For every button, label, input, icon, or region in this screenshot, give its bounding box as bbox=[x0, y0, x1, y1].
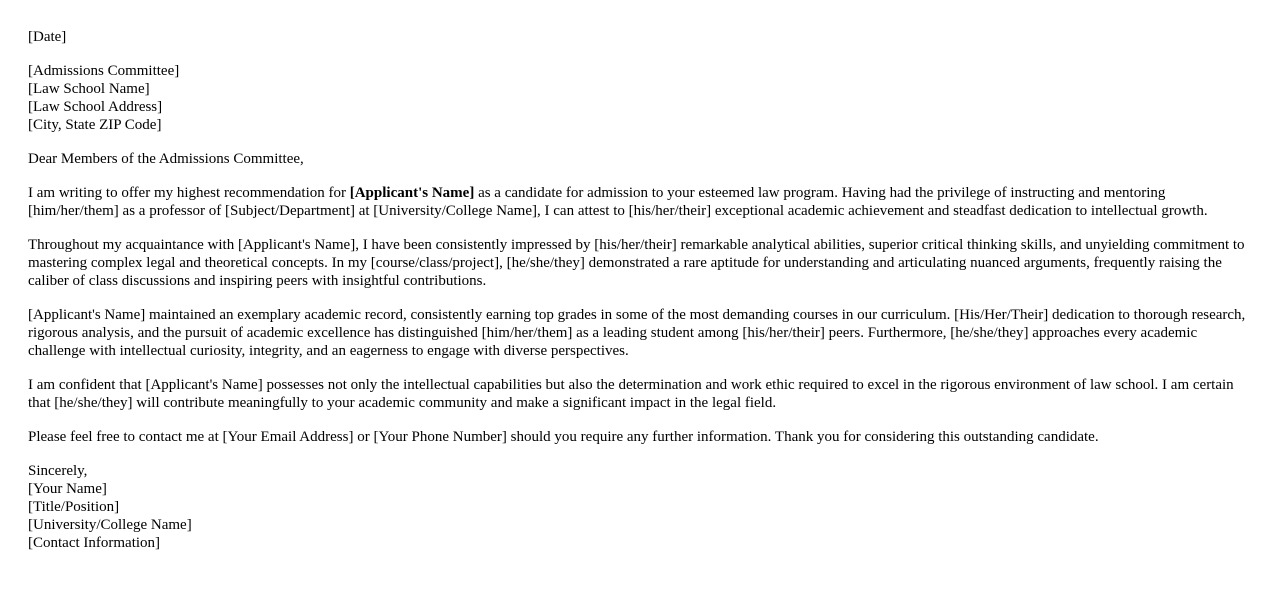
date-block bbox=[28, 28, 1250, 46]
signer-name: [Your Name] bbox=[28, 481, 107, 497]
paragraph-contact: Please feel free to contact me at [Your Email Address] or [Your Phone Number] should you require any further information. Thank you for considering this outstanding candidate. bbox=[28, 429, 1099, 445]
recipient-address bbox=[28, 62, 1250, 134]
paragraph-confidence: I am confident that [Applicant's Name] possesses not only the intellectual capabilities but also the determination and work ethic required to excel in the rigorous environment of law school. I am certain that [he/she/they] will contribute meaningfully to your academic community and make a significant impact in the legal field. bbox=[28, 377, 1234, 411]
recipient-committee: [Admissions Committee] bbox=[28, 63, 180, 79]
applicant-name-bold: [Applicant's Name] bbox=[349, 185, 475, 201]
closing: Sincerely, bbox=[28, 463, 88, 479]
paragraph-academic-record: [Applicant's Name] maintained an exemplary academic record, consistently earning top grades in some of the most demanding courses in our curriculum. [His/Her/Their] dedication to thorough research, rigorous analysis, and the pursuit of academic excellence has distinguished [him/her/them] as a leading student among [his/her/their] peers. Furthermore, [he/she/they] approaches every academic challenge with intellectual curiosity, integrity, and an eagerness to engage with diverse perspectives. bbox=[28, 307, 1246, 359]
signature-block bbox=[28, 462, 1250, 552]
letter-date: [Date] bbox=[28, 29, 67, 45]
paragraph-1-lead: I am writing to offer my highest recommendation for bbox=[28, 185, 350, 201]
salutation: Dear Members of the Admissions Committee, bbox=[28, 151, 304, 167]
paragraph-1-rest: as a candidate for admission to your esteemed law program. Having had the privilege of instructing and mentoring [him/her/them] as a professor of [Subject/Department] at [University/College Name], I can attest to [his/her/their] exceptional academic achievement and steadfast dedication to intellectual growth. bbox=[28, 185, 1208, 219]
paragraph-introduction bbox=[28, 184, 1250, 220]
signer-title: [Title/Position] bbox=[28, 499, 120, 515]
recommendation-letter bbox=[28, 28, 1250, 568]
signer-contact: [Contact Information] bbox=[28, 535, 161, 551]
salutation-block bbox=[28, 150, 1250, 168]
paragraph-analytical-abilities: Throughout my acquaintance with [Applicant's Name], I have been consistently impressed by [his/her/their] remarkable analytical abilities, superior critical thinking skills, and unyielding commitment to mastering complex legal and theoretical concepts. In my [course/class/project], [he/she/they] demonstrated a rare aptitude for understanding and articulating nuanced arguments, frequently raising the caliber of class discussions and inspiring peers with insightful contributions. bbox=[28, 237, 1245, 289]
recipient-city-state-zip: [City, State ZIP Code] bbox=[28, 117, 162, 133]
recipient-school-name: [Law School Name] bbox=[28, 81, 150, 97]
signer-institution: [University/College Name] bbox=[28, 517, 192, 533]
recipient-school-address: [Law School Address] bbox=[28, 99, 163, 115]
